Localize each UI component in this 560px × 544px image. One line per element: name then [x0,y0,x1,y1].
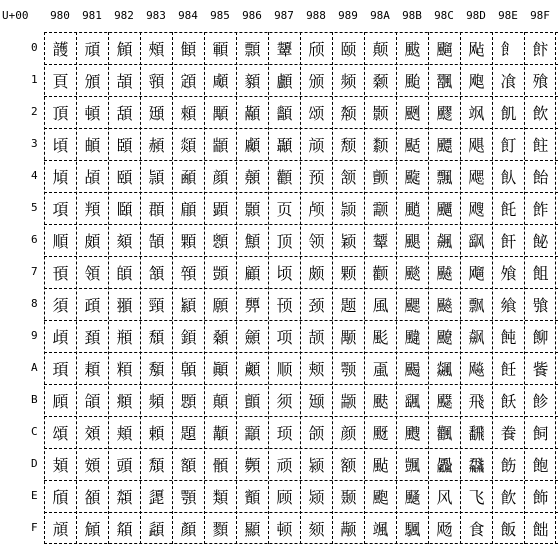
character-cell: 飖 [468,231,485,251]
row-header: E [31,489,38,502]
character-cell: 颲 [404,103,421,123]
character-cell: 頞 [84,455,101,475]
character-cell: 顛 [212,391,229,411]
character-cell: 頫 [116,391,133,411]
character-cell: 颗 [340,263,357,283]
character-cell: 顕 [212,199,229,219]
row-header: C [31,425,38,438]
character-cell: 類 [212,487,229,507]
character-cell: 颸 [404,295,421,315]
character-cell: 飨 [500,295,517,315]
character-cell: 顽 [276,455,293,475]
character-cell: 飓 [468,135,485,155]
character-cell: 领 [308,231,325,251]
character-cell: 食 [468,519,485,539]
character-cell: 飊 [436,359,453,379]
character-cell: 顩 [244,327,261,347]
character-cell: 顁 [180,71,197,91]
character-cell: 顭 [244,455,261,475]
character-cell: 颪 [372,359,389,379]
character-cell: 頼 [148,423,165,443]
character-cell: 飀 [436,39,453,59]
column-header: 984 [178,9,198,22]
character-cell: 飴 [532,167,549,187]
character-cell: 飷 [532,263,549,283]
character-cell: 頠 [116,39,133,59]
character-cell: 风 [436,487,453,507]
character-cell: 顨 [244,295,261,315]
character-cell: 颰 [404,39,421,59]
table-corner-label: U+00 [2,9,29,22]
character-cell: 頄 [52,167,69,187]
character-cell: 頣 [116,135,133,155]
character-cell: 飿 [532,519,549,539]
character-cell: 顳 [276,135,293,155]
character-cell: 颈 [308,295,325,315]
character-cell: 顧 [244,263,261,283]
row-header: D [31,457,38,470]
character-cell: 頎 [52,487,69,507]
character-cell: 颒 [340,103,357,123]
character-cell: 顱 [276,71,293,91]
character-cell: 頾 [148,487,165,507]
character-cell: 颳 [404,135,421,155]
character-cell: 頛 [84,359,101,379]
row-header: 4 [31,169,38,182]
character-cell: 顣 [244,135,261,155]
character-cell: 颅 [308,199,325,219]
character-cell: 颧 [372,263,389,283]
character-cell: 颀 [308,39,325,59]
character-cell: 飤 [500,167,517,187]
character-cell: 须 [276,391,293,411]
character-cell: 頥 [116,199,133,219]
character-cell: 頃 [52,135,69,155]
character-cell: 頰 [148,39,165,59]
row-header: 3 [31,137,38,150]
character-cell: 頏 [52,519,69,539]
column-header: 98C [434,9,454,22]
character-cell: 飻 [532,391,549,411]
character-cell: 頑 [84,39,101,59]
character-cell: 颬 [372,423,389,443]
character-cell: 飽 [532,455,549,475]
character-cell: 顠 [244,39,261,59]
character-cell: 頤 [116,167,133,187]
character-cell: 頴 [148,167,165,187]
character-cell: 飡 [500,71,517,91]
row-header: 2 [31,105,38,118]
character-cell: 颩 [372,327,389,347]
character-cell: 顃 [180,135,197,155]
character-cell: 颹 [404,327,421,347]
character-cell: 頹 [148,327,165,347]
character-cell: 顜 [212,423,229,443]
character-cell: 飍 [436,455,453,475]
character-cell: 频 [340,71,357,91]
character-cell: 颷 [404,263,421,283]
character-cell: 颢 [372,103,389,123]
character-cell: 頂 [52,103,69,123]
character-cell: 頱 [148,71,165,91]
character-cell: 頇 [52,263,69,283]
row-header: B [31,393,38,406]
character-cell: 頯 [116,519,133,539]
character-cell: 颌 [308,423,325,443]
character-cell: 顏 [180,519,197,539]
character-cell: 颜 [340,423,357,443]
character-cell: 顅 [180,199,197,219]
character-cell: 顫 [244,391,261,411]
column-header: 989 [338,9,358,22]
character-cell: 飺 [532,359,549,379]
character-cell: 顲 [276,103,293,123]
character-cell: 頢 [116,103,133,123]
row-header: 5 [31,201,38,214]
character-cell: 顖 [212,231,229,251]
character-cell: 颟 [340,519,357,539]
column-header: 983 [146,9,166,22]
character-cell: 飱 [532,71,549,91]
character-cell: 頷 [148,263,165,283]
character-cell: 顇 [180,263,197,283]
character-cell: 飳 [532,135,549,155]
character-cell: 页 [276,199,293,219]
character-cell: 頉 [52,327,69,347]
character-cell: 頵 [148,199,165,219]
column-header: 982 [114,9,134,22]
character-cell: 顬 [244,423,261,443]
character-cell: 顑 [212,71,229,91]
character-cell: 颇 [308,263,325,283]
character-cell: 顟 [212,519,229,539]
character-cell: 飬 [500,423,517,443]
character-cell: 飰 [532,39,549,59]
character-cell: 颐 [340,39,357,59]
character-cell: 飋 [436,391,453,411]
character-cell: 颾 [404,487,421,507]
character-cell: 頁 [52,71,69,91]
character-cell: 飵 [532,199,549,219]
character-cell: 飠 [500,39,517,59]
character-cell: 項 [52,199,69,219]
character-cell: 顊 [180,359,197,379]
character-cell: 飔 [468,167,485,187]
character-cell: 顪 [244,359,261,379]
character-cell: 頙 [84,295,101,315]
character-cell: 颁 [308,71,325,91]
character-cell: 須 [52,295,69,315]
character-cell: 題 [180,423,197,443]
character-cell: 颴 [404,167,421,187]
character-cell: 飸 [532,295,549,315]
character-cell: 飛 [468,391,485,411]
character-cell: 飲 [532,103,549,123]
character-cell: 飌 [436,423,453,443]
column-header: 98B [402,9,422,22]
character-cell: 顂 [180,103,197,123]
character-cell: 顀 [180,39,197,59]
character-cell: 颔 [340,167,357,187]
character-cell: 頔 [84,135,101,155]
character-cell: 颤 [372,167,389,187]
character-cell: 頻 [148,391,165,411]
character-cell: 頬 [116,423,133,443]
character-cell: 頀 [52,39,69,59]
character-cell: 飭 [500,455,517,475]
character-cell: 飅 [436,199,453,219]
row-header: F [31,521,38,534]
character-cell: 项 [276,327,293,347]
character-cell: 頠 [84,519,101,539]
character-cell: 飹 [532,327,549,347]
character-cell: 領 [84,263,101,283]
character-cell: 頦 [116,231,133,251]
character-cell: 颂 [308,103,325,123]
character-cell: 颵 [404,199,421,219]
character-cell: 飒 [468,103,485,123]
character-cell: 風 [372,295,389,315]
row-header: A [31,361,38,374]
character-cell: 飜 [468,423,485,443]
character-cell: 顚 [212,359,229,379]
character-cell: 顄 [180,167,197,187]
character-cell: 顴 [276,167,293,187]
character-cell: 飄 [436,167,453,187]
character-cell: 顷 [276,263,293,283]
character-cell: 顓 [212,135,229,155]
character-cell: 頮 [116,487,133,507]
character-cell: 颚 [340,359,357,379]
character-cell: 题 [340,295,357,315]
character-cell: 颏 [308,519,325,539]
character-cell: 飯 [500,519,517,539]
column-header: 988 [306,9,326,22]
character-cell: 颃 [308,135,325,155]
character-cell: 飾 [532,487,549,507]
character-cell: 顮 [244,487,261,507]
character-cell: 顤 [244,167,261,187]
character-cell: 颺 [404,359,421,379]
character-cell: 頧 [116,263,133,283]
character-cell: 顗 [212,263,229,283]
character-cell: 额 [340,455,357,475]
character-cell: 顙 [212,327,229,347]
character-cell: 顋 [180,391,197,411]
character-cell: 顆 [180,231,197,251]
character-cell: 頪 [116,359,133,379]
column-header: 98F [530,9,550,22]
character-cell: 飉 [436,327,453,347]
character-cell: 颓 [340,135,357,155]
character-cell: 顉 [180,327,197,347]
character-cell: 頨 [116,295,133,315]
character-cell: 颿 [404,519,421,539]
character-cell: 飐 [468,39,485,59]
character-cell: 頌 [52,423,69,443]
character-cell: 飏 [436,519,453,539]
character-cell: 顦 [244,231,261,251]
character-cell: 预 [308,167,325,187]
character-cell: 颦 [372,231,389,251]
character-cell: 顒 [212,103,229,123]
column-header: 98D [466,9,486,22]
character-cell: 飮 [500,487,517,507]
character-cell: 顢 [244,103,261,123]
character-cell: 颣 [372,135,389,155]
character-cell: 飙 [468,327,485,347]
character-cell: 飩 [500,327,517,347]
character-cell: 颭 [372,455,389,475]
column-header: 981 [82,9,102,22]
character-cell: 頝 [84,423,101,443]
character-cell: 頺 [148,359,165,379]
character-cell: 颕 [340,199,357,219]
character-cell: 顐 [212,39,229,59]
character-cell: 顡 [244,71,261,91]
character-cell: 頍 [52,455,69,475]
character-cell: 頚 [84,327,101,347]
character-cell: 飞 [468,487,485,507]
column-header: 98E [498,9,518,22]
character-cell: 順 [52,231,69,251]
character-cell: 頒 [84,71,101,91]
character-cell: 顾 [276,487,293,507]
character-cell: 顺 [276,359,293,379]
column-header: 980 [50,9,70,22]
character-cell: 颎 [308,487,325,507]
column-header: 986 [242,9,262,22]
character-cell: 顼 [276,423,293,443]
character-cell: 颙 [340,327,357,347]
character-cell: 頖 [84,199,101,219]
character-cell: 顔 [212,167,229,187]
character-cell: 飼 [532,423,549,443]
character-cell: 颠 [372,39,389,59]
character-cell: 飃 [436,135,453,155]
character-cell: 顰 [276,39,293,59]
character-cell: 頸 [148,295,165,315]
character-cell: 飁 [436,71,453,91]
character-cell: 颊 [308,359,325,379]
row-header: 7 [31,265,38,278]
character-cell: 頓 [84,103,101,123]
character-cell: 頲 [148,103,165,123]
character-cell: 颛 [340,391,357,411]
character-cell: 頳 [148,135,165,155]
row-header: 9 [31,329,38,342]
character-cell: 飘 [468,295,485,315]
character-cell: 颮 [372,487,389,507]
character-cell: 額 [180,455,197,475]
row-header: 1 [31,73,38,86]
character-cell: 飑 [468,71,485,91]
column-header: 985 [210,9,230,22]
character-cell: 頊 [52,359,69,379]
character-cell: 飪 [500,359,517,379]
character-cell: 顶 [276,231,293,251]
character-cell: 顥 [244,199,261,219]
character-cell: 颋 [308,391,325,411]
character-cell: 飫 [500,391,517,411]
character-cell: 飇 [436,263,453,283]
character-cell: 飚 [468,359,485,379]
character-cell: 頡 [116,71,133,91]
character-cell: 頜 [84,391,101,411]
character-cell: 颼 [404,423,421,443]
character-cell: 颫 [372,391,389,411]
character-cell: 飗 [468,263,485,283]
character-cell: 颖 [340,231,357,251]
character-cell: 飢 [500,103,517,123]
character-cell: 顸 [276,295,293,315]
column-header: 987 [274,9,294,22]
character-cell: 顿 [276,519,293,539]
character-cell: 飂 [436,103,453,123]
character-cell: 颞 [340,487,357,507]
character-cell: 頶 [148,231,165,251]
character-cell: 頋 [52,391,69,411]
character-cell: 飥 [500,199,517,219]
character-cell: 颻 [404,391,421,411]
character-cell: 颯 [372,519,389,539]
character-cell: 颉 [308,327,325,347]
row-header: 8 [31,297,38,310]
character-cell: 顝 [212,455,229,475]
character-cell: 颶 [404,231,421,251]
character-cell: 頿 [148,519,165,539]
character-cell: 颱 [404,71,421,91]
character-cell: 颍 [308,455,325,475]
character-cell: 頩 [116,327,133,347]
character-cell: 飆 [436,231,453,251]
character-cell: 飧 [500,263,517,283]
character-cell: 飶 [532,231,549,251]
character-cell: 顎 [180,487,197,507]
character-cell: 頭 [116,455,133,475]
character-cell: 顯 [244,519,261,539]
character-cell: 頟 [84,487,101,507]
character-cell: 飝 [468,455,485,475]
character-cell: 颥 [372,199,389,219]
character-cell: 頽 [148,455,165,475]
row-header: 6 [31,233,38,246]
character-cell: 颽 [404,455,421,475]
character-cell: 願 [212,295,229,315]
character-cell: 颡 [372,71,389,91]
character-cell: 飕 [468,199,485,219]
character-cell: 頗 [84,231,101,251]
character-cell: 頕 [84,167,101,187]
character-cell: 飣 [500,135,517,155]
character-cell: 飈 [436,295,453,315]
row-header: 0 [31,41,38,54]
character-cell: 飦 [500,231,517,251]
column-header: 98A [370,9,390,22]
character-cell: 顈 [180,295,197,315]
